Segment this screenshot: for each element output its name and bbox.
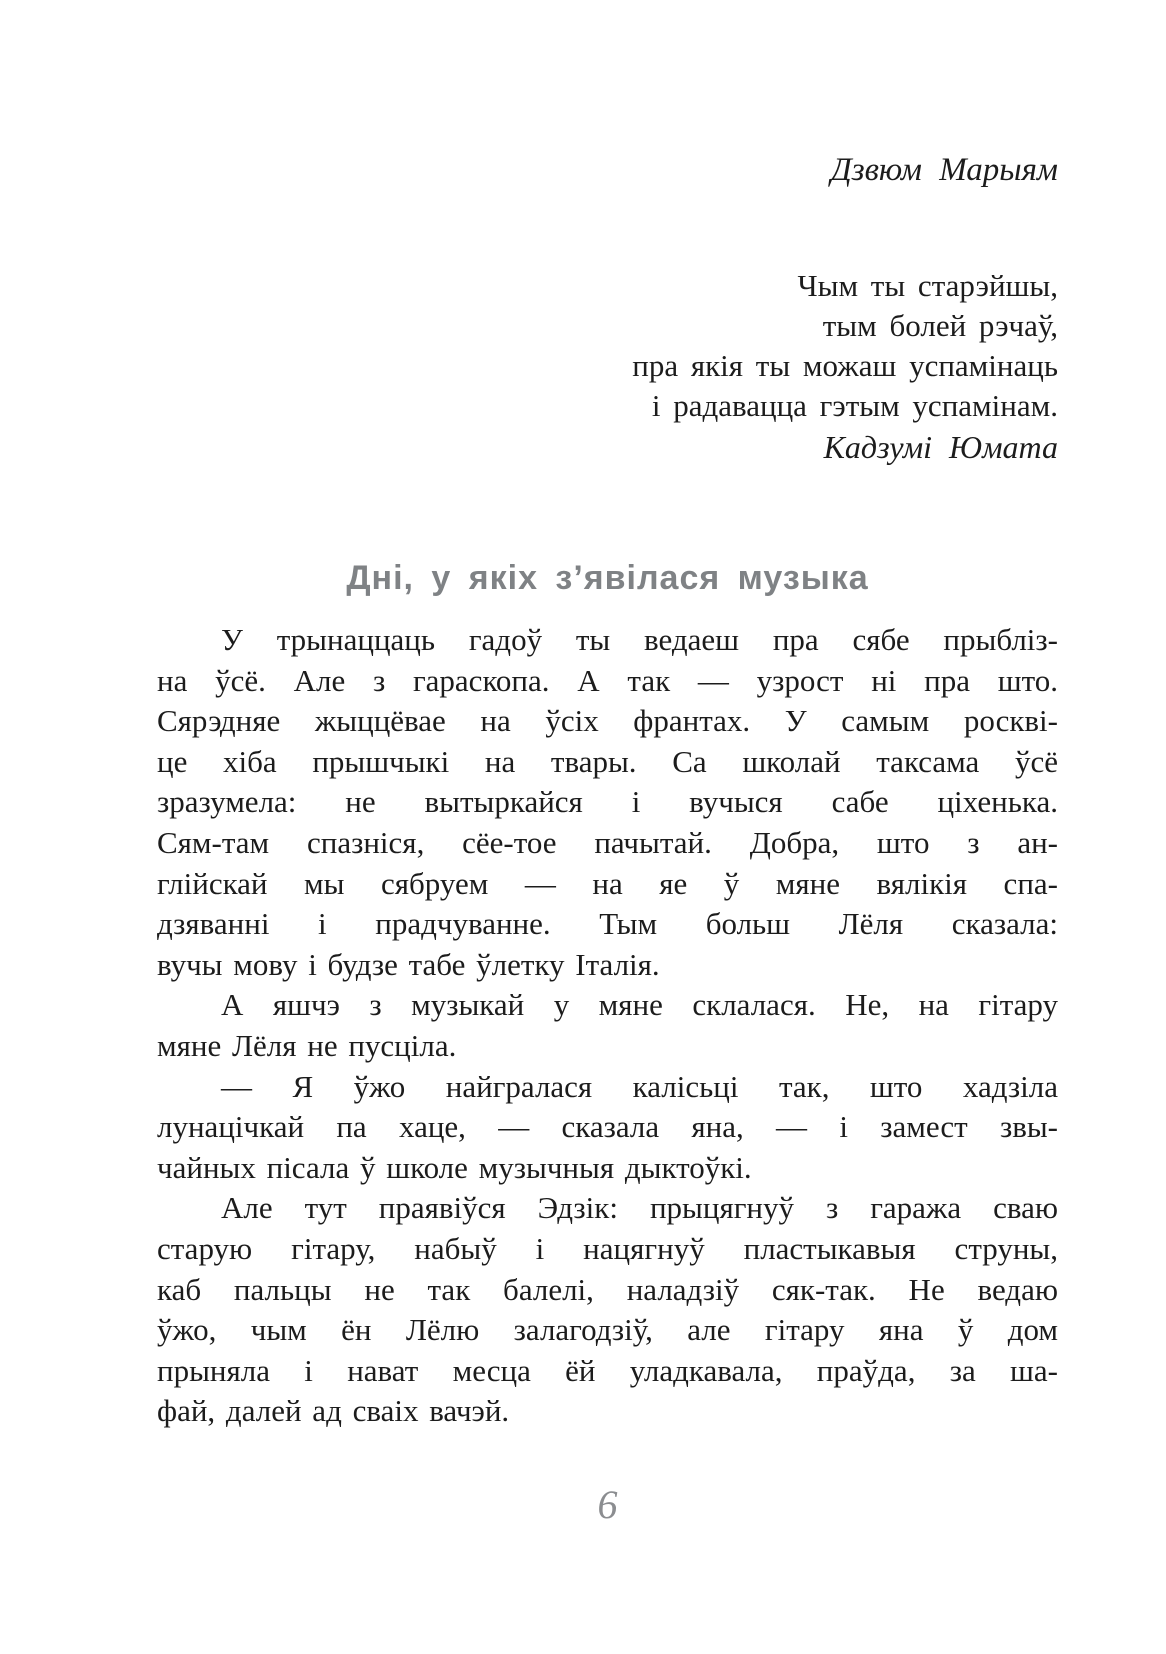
epigraph-lines (157, 266, 1058, 426)
paragraph (157, 1188, 1058, 1432)
body-text-line: фай, далей ад сваіх вачэй. (157, 1393, 510, 1429)
body-text-line: дзяванні і прадчуванне. Тым больш Лёля сказала: (157, 906, 1058, 942)
body-text-line: мяне Лёля не пусціла. (157, 1027, 457, 1063)
epigraph (157, 266, 1058, 467)
paragraph (157, 985, 1058, 1066)
body-text-line: Але тут праявіўся Эдзік: прыцягнуў з гаража сваю (221, 1190, 1058, 1226)
page-number: 6 (597, 1482, 618, 1527)
body-text-line: вучы мову і будзе табе ўлетку Італія. (157, 946, 660, 982)
body-text-line: ўжо, чым ён Лёлю залагодзіў, але гітару яна ў дом (157, 1312, 1058, 1348)
body-text-line: — Я ўжо найгралася калісьці так, што хадзіла (221, 1068, 1058, 1104)
body-paragraphs (157, 620, 1058, 1432)
chapter-title: Дні, у якіх з’явілася музыка (346, 559, 869, 597)
dedication: Дзвюм Марыям (830, 152, 1058, 188)
body-text-line: глійскай мы сябруем — на яе ў мяне вялікія спа- (157, 865, 1058, 901)
epigraph-line: тым болей рэчаў, (822, 308, 1058, 343)
body-text-line: лунацічкай па хаце, — сказала яна, — і замест звы- (157, 1109, 1058, 1145)
epigraph-author: Кадзумі Юмата (823, 429, 1058, 465)
body-text-line: це хіба прышчыкі на твары. Са школай таксама ўсё (157, 743, 1058, 779)
body-text-line: чайных пісала ў школе музычныя дыктоўкі. (157, 1149, 752, 1185)
body-text-line: Сярэдняе жыццёвае на ўсіх франтах. У самым роскві- (157, 703, 1058, 739)
body-text-line: Сям-там спазніся, сёе-тое пачытай. Добра, што з ан- (157, 824, 1058, 860)
paragraph (157, 620, 1058, 985)
epigraph-line: і радавацца гэтым успамінам. (651, 388, 1058, 423)
body-text-line: У трынаццаць гадоў ты ведаеш пра сябе прыбліз- (221, 622, 1058, 657)
body-text-line: на ўсё. Але з гараскопа. А так — узрост ні пра што. (157, 662, 1058, 698)
epigraph-line: Чым ты старэйшы, (797, 268, 1058, 303)
paragraph (157, 1067, 1058, 1189)
body-text-line: каб пальцы не так балелі, наладзіў сяк-так. Не ведаю (157, 1271, 1058, 1307)
epigraph-line: пра якія ты можаш успамінаць (632, 348, 1058, 383)
body-text-line: прыняла і нават месца ёй уладкавала, праўда, за ша- (157, 1352, 1058, 1388)
body-text-line: А яшчэ з музыкай у мяне склалася. Не, на гітару (221, 987, 1058, 1023)
body-text-line: зразумела: не вытыркайся і вучыся сабе ціхенька. (157, 784, 1058, 820)
body-text-line: старую гітару, набыў і нацягнуў пластыкавыя струны, (157, 1230, 1058, 1266)
